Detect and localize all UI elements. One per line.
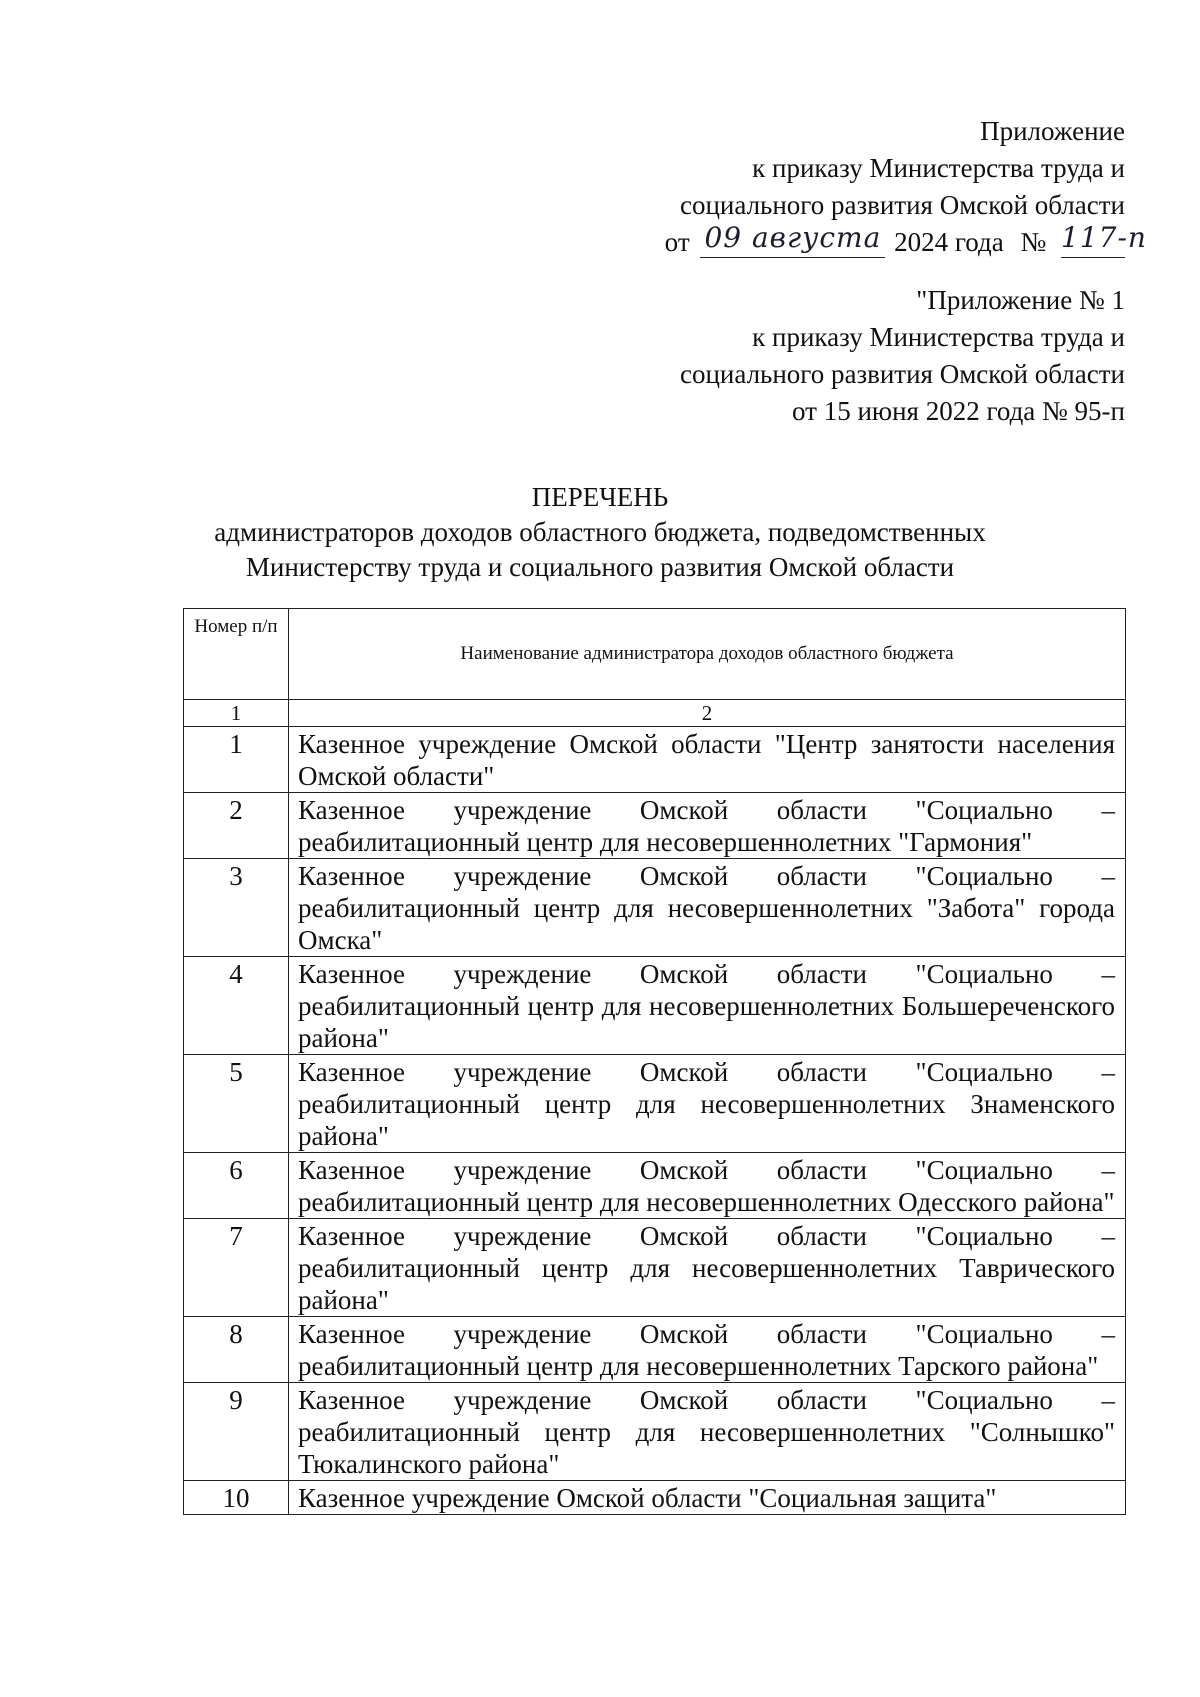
row-number: 5 (184, 1055, 289, 1153)
row-administrator-name: Казенное учреждение Омской области "Социальная защита" (289, 1481, 1126, 1515)
previous-appendix-order-line: к приказу Министерства труда и (752, 322, 1125, 352)
table-row (184, 1153, 1126, 1219)
row-administrator-name: Казенное учреждение Омской области "Социально – реабилитационный центр для несовершеннолетних Знаменского района" (289, 1055, 1126, 1153)
row-number: 9 (184, 1383, 289, 1481)
table-row (184, 1317, 1126, 1383)
handwritten-date: 09 августа (704, 221, 882, 254)
row-administrator-name: Казенное учреждение Омской области "Центр занятости населения Омской области" (289, 727, 1126, 793)
table-row (184, 1481, 1126, 1515)
document-title (0, 480, 1200, 585)
previous-appendix-date-line: от 15 июня 2022 года № 95-п (792, 396, 1125, 426)
table-row (184, 1219, 1126, 1317)
row-number: 6 (184, 1153, 289, 1219)
appendix-title: Приложение (980, 116, 1125, 146)
row-administrator-name: Казенное учреждение Омской области "Социально – реабилитационный центр для несовершеннолетних Таврического района" (289, 1219, 1126, 1317)
table-row (184, 793, 1126, 859)
previous-appendix-ministry-line: социального развития Омской области (679, 359, 1125, 389)
row-number: 3 (184, 859, 289, 957)
row-number: 1 (184, 727, 289, 793)
row-number: 7 (184, 1219, 289, 1317)
appendix-header (664, 113, 1147, 261)
row-administrator-name: Казенное учреждение Омской области "Социально – реабилитационный центр для несовершеннолетних "Солнышко" Тюкалинского района" (289, 1383, 1126, 1481)
row-number: 8 (184, 1317, 289, 1383)
column-header-name: Наименование администратора доходов областного бюджета (289, 609, 1126, 700)
appendix-ministry-line: социального развития Омской области (679, 190, 1125, 220)
row-number: 2 (184, 793, 289, 859)
column-number-2: 2 (289, 700, 1126, 727)
row-number: 4 (184, 957, 289, 1055)
administrators-table (183, 608, 1126, 1515)
table-row (184, 957, 1126, 1055)
row-administrator-name: Казенное учреждение Омской области "Социально – реабилитационный центр для несовершеннолетних "Забота" города Омска" (289, 859, 1126, 957)
previous-appendix-title: "Приложение № 1 (916, 285, 1125, 315)
row-administrator-name: Казенное учреждение Омской области "Социально – реабилитационный центр для несовершеннолетних Большереченского района" (289, 957, 1126, 1055)
title-subtitle-1: администраторов доходов областного бюджета, подведомственных (214, 517, 986, 547)
table-row (184, 859, 1126, 957)
column-header-number: Номер п/п (184, 609, 289, 700)
date-prefix: от (664, 227, 690, 257)
table-row (184, 727, 1126, 793)
title-heading: ПЕРЕЧЕНЬ (531, 482, 669, 512)
row-administrator-name: Казенное учреждение Омской области "Социально – реабилитационный центр для несовершеннолетних Тарского района" (289, 1317, 1126, 1383)
appendix-order-line: к приказу Министерства труда и (752, 153, 1125, 183)
table-row (184, 1055, 1126, 1153)
number-sign: № (1020, 227, 1047, 257)
previous-appendix-header (680, 282, 1125, 430)
row-administrator-name: Казенное учреждение Омской области "Социально – реабилитационный центр для несовершеннолетних Одесского района" (289, 1153, 1126, 1219)
handwritten-date-field (700, 221, 885, 258)
table-header-row (184, 609, 1126, 700)
table-row (184, 1383, 1126, 1481)
date-year: 2024 года (894, 227, 1004, 257)
appendix-date-line (664, 221, 1147, 261)
column-number-row (184, 700, 1126, 727)
row-administrator-name: Казенное учреждение Омской области "Социально – реабилитационный центр для несовершеннолетних "Гармония" (289, 793, 1126, 859)
handwritten-number: 117-п (1061, 221, 1147, 254)
column-number-1: 1 (184, 700, 289, 727)
title-subtitle-2: Министерству труда и социального развития Омской области (245, 552, 955, 582)
handwritten-number-field (1061, 221, 1147, 258)
row-number: 10 (184, 1481, 289, 1515)
